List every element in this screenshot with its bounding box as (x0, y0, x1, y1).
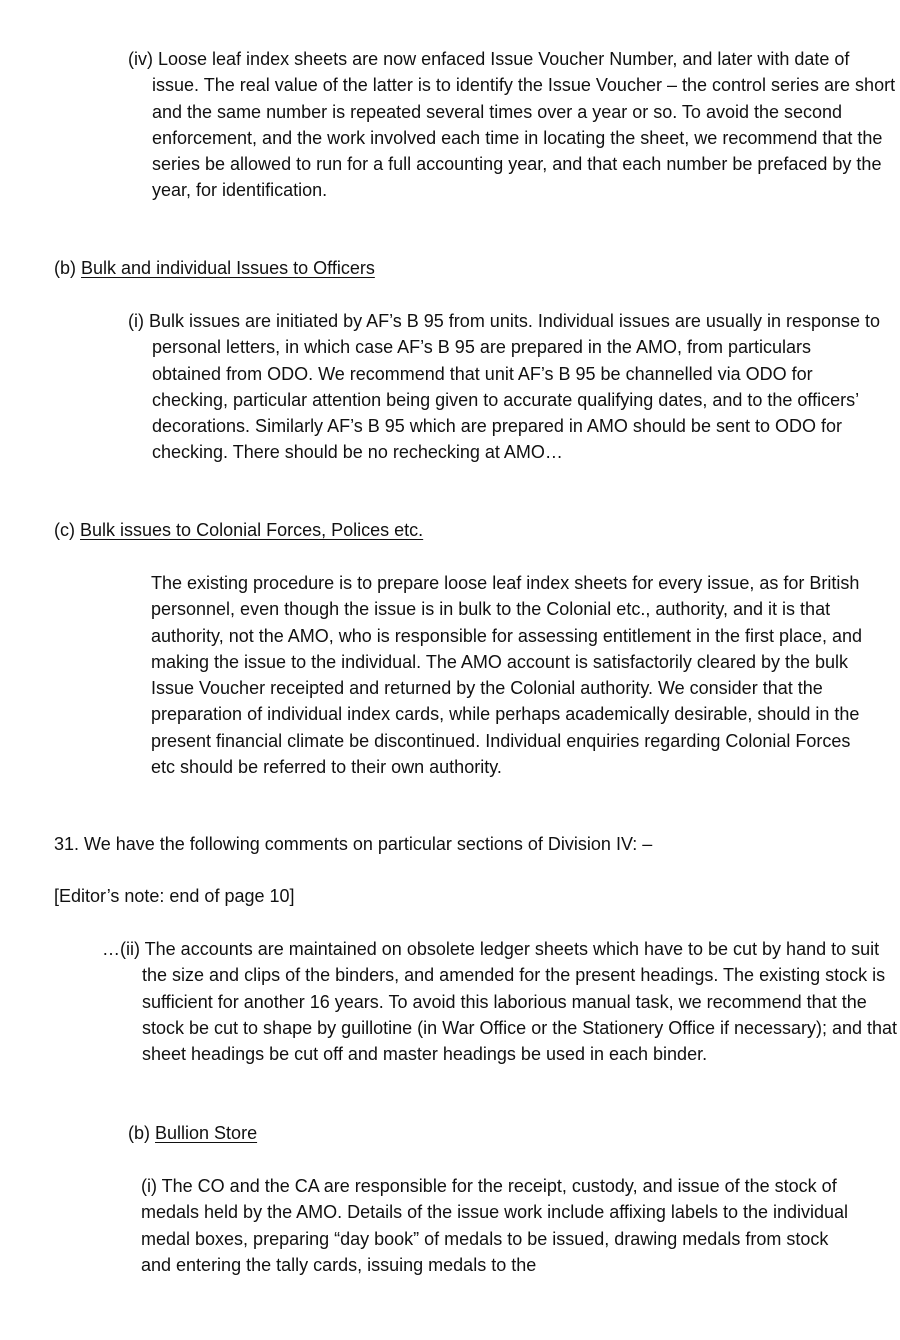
paragraph-c-existing-procedure: The existing procedure is to prepare loose leaf index sheets for every issue, as for British personnel, even though the issue is in bulk to the Colonial etc., authority, and it is that authority, not the AMO, who is responsible for assessing entitlement in the first place, and making the issue to the individual. The AMO account is satisfactorily cleared by the bulk Issue Voucher receipted and returned by the Colonial authority. We consider that the preparation of individual index cards, while perhaps academically desirable, should in the present financial climate be discontinued. Individual enquiries regarding Colonial Forces etc should be referred to their own authority. (151, 573, 863, 778)
section-b-bullion-marker: (b) (128, 1123, 150, 1143)
section-b-bullion-title: Bullion Store (155, 1123, 258, 1143)
paragraph-31-comments: 31. We have the following comments on particular sections of Division IV: – (54, 834, 653, 854)
section-b-bullion-heading (128, 1120, 828, 1146)
section-c-marker: (c) (54, 520, 75, 540)
paragraph-b-i-bulk-issues: (i) Bulk issues are initiated by AF’s B 95 from units. Individual issues are usually in response to personal letters, in which case AF’s B 95 are prepared in the AMO, from particulars obtained from ODO. We recommend that unit AF’s B 95 be channelled via ODO for checking, particular attention being given to accurate qualifying dates, and to the officers’ decorations. Similarly AF’s B 95 which are prepared in AMO should be sent to ODO for checking. There should be no rechecking at AMO… (128, 311, 881, 463)
section-b-title: Bulk and individual Issues to Officers (81, 258, 375, 278)
editor-note: [Editor’s note: end of page 10] (54, 886, 295, 906)
paragraph-ii-ledger-sheets: …(ii) The accounts are maintained on obsolete ledger sheets which have to be cut by hand to suit the size and clips of the binders, and amended for the present headings. The existing stock is sufficient for another 16 years. To avoid this laborious manual task, we recommend that the stock be cut to shape by guillotine (in War Office or the Stationery Office if necessary); and that sheet headings be cut off and master headings be used in each binder. (102, 939, 898, 1065)
section-c-heading (54, 517, 754, 543)
paragraph-b-i-co-ca-responsible: (i) The CO and the CA are responsible for the receipt, custody, and issue of the stock of medals held by the AMO. Details of the issue work include affixing labels to the individual medal boxes, preparing “day book” of medals to be issued, drawing medals from stock and entering the tally cards, issuing medals to the (141, 1176, 849, 1275)
paragraph-iv-loose-leaf-index: (iv) Loose leaf index sheets are now enfaced Issue Voucher Number, and later with date of issue. The real value of the latter is to identify the Issue Voucher – the control series are short and the same number is repeated several times over a year or so. To avoid the second enforcement, and the work involved each time in locating the sheet, we recommend that the series be allowed to run for a full accounting year, and that each number be prefaced by the year, for identification. (128, 49, 896, 201)
section-c-title: Bulk issues to Colonial Forces, Polices etc. (80, 520, 424, 540)
section-b-marker: (b) (54, 258, 76, 278)
section-b-heading (54, 255, 754, 281)
